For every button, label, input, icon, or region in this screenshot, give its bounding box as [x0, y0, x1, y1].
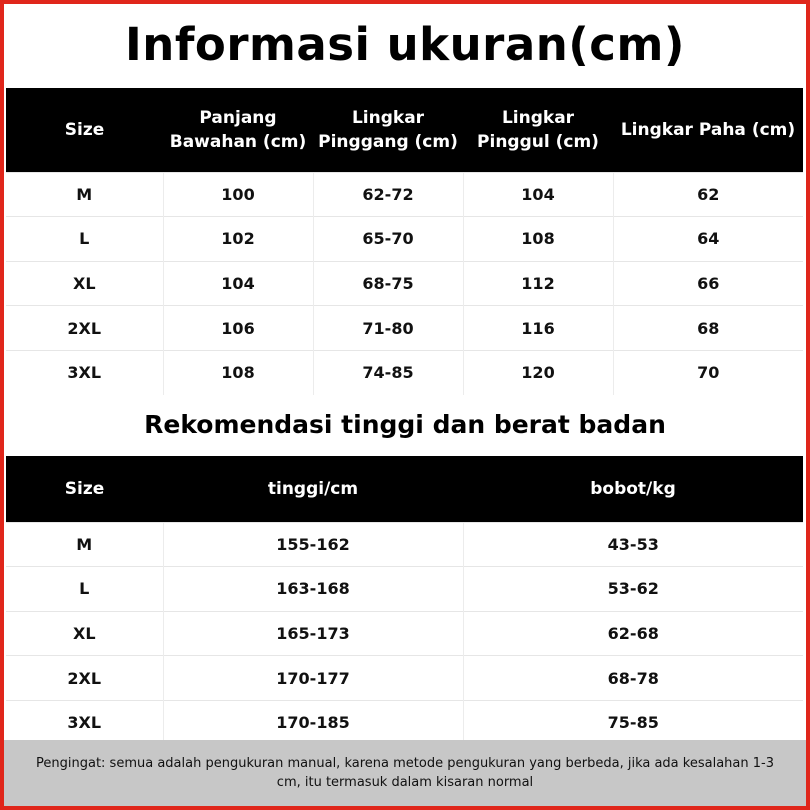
size-table-header-row: [6, 88, 803, 172]
panjang-cell: 100: [163, 172, 313, 217]
size-cell: M: [6, 522, 163, 567]
paha-cell: 64: [613, 217, 803, 262]
table-row: [6, 656, 803, 701]
table-row: [6, 261, 803, 306]
page-title: Informasi ukuran(cm): [125, 18, 685, 71]
reminder-note: Pengingat: semua adalah pengukuran manual, karena metode pengukuran yang berbeda, jika ada kesalahan 1-3 cm, itu termasuk dalam kisaran normal: [4, 740, 806, 806]
pinggul-cell: 108: [463, 217, 613, 262]
bobot-cell: 62-68: [463, 611, 803, 656]
recommendation-header-row: [6, 456, 803, 522]
bobot-cell: 43-53: [463, 522, 803, 567]
bobot-cell: 53-62: [463, 567, 803, 612]
pinggang-cell: 68-75: [313, 261, 463, 306]
panjang-cell: 108: [163, 350, 313, 395]
paha-cell: 66: [613, 261, 803, 306]
paha-cell: 68: [613, 306, 803, 351]
size-cell: 3XL: [6, 350, 163, 395]
recommendation-table: [6, 456, 803, 745]
tinggi-cell: 170-177: [163, 656, 463, 701]
tinggi-cell: 170-185: [163, 700, 463, 745]
header-tinggi: tinggi/cm: [163, 456, 463, 522]
size-cell: XL: [6, 611, 163, 656]
section-subtitle: Rekomendasi tinggi dan berat badan: [144, 410, 666, 439]
size-cell: 2XL: [6, 656, 163, 701]
table-row: [6, 567, 803, 612]
header-size: Size: [6, 456, 163, 522]
pinggul-cell: 116: [463, 306, 613, 351]
table-row: [6, 522, 803, 567]
size-cell: L: [6, 217, 163, 262]
table-row: [6, 350, 803, 395]
table-row: [6, 611, 803, 656]
size-cell: XL: [6, 261, 163, 306]
tinggi-cell: 163-168: [163, 567, 463, 612]
size-cell: L: [6, 567, 163, 612]
bobot-cell: 68-78: [463, 656, 803, 701]
tinggi-cell: 155-162: [163, 522, 463, 567]
table-row: [6, 700, 803, 745]
table-row: [6, 306, 803, 351]
pinggul-cell: 120: [463, 350, 613, 395]
pinggul-cell: 104: [463, 172, 613, 217]
table-row: [6, 217, 803, 262]
size-cell: 2XL: [6, 306, 163, 351]
pinggang-cell: 65-70: [313, 217, 463, 262]
pinggul-cell: 112: [463, 261, 613, 306]
size-cell: M: [6, 172, 163, 217]
pinggang-cell: 71-80: [313, 306, 463, 351]
header-size: Size: [6, 88, 163, 172]
header-lingkar-pinggul: Lingkar Pinggul (cm): [463, 88, 613, 172]
size-table: [6, 88, 803, 395]
panjang-cell: 106: [163, 306, 313, 351]
pinggang-cell: 74-85: [313, 350, 463, 395]
header-lingkar-pinggang: Lingkar Pinggang (cm): [313, 88, 463, 172]
header-panjang-bawahan: Panjang Bawahan (cm): [163, 88, 313, 172]
paha-cell: 62: [613, 172, 803, 217]
header-lingkar-paha: Lingkar Paha (cm): [613, 88, 803, 172]
size-cell: 3XL: [6, 700, 163, 745]
panjang-cell: 104: [163, 261, 313, 306]
panjang-cell: 102: [163, 217, 313, 262]
bobot-cell: 75-85: [463, 700, 803, 745]
tinggi-cell: 165-173: [163, 611, 463, 656]
table-row: [6, 172, 803, 217]
pinggang-cell: 62-72: [313, 172, 463, 217]
paha-cell: 70: [613, 350, 803, 395]
header-bobot: bobot/kg: [463, 456, 803, 522]
